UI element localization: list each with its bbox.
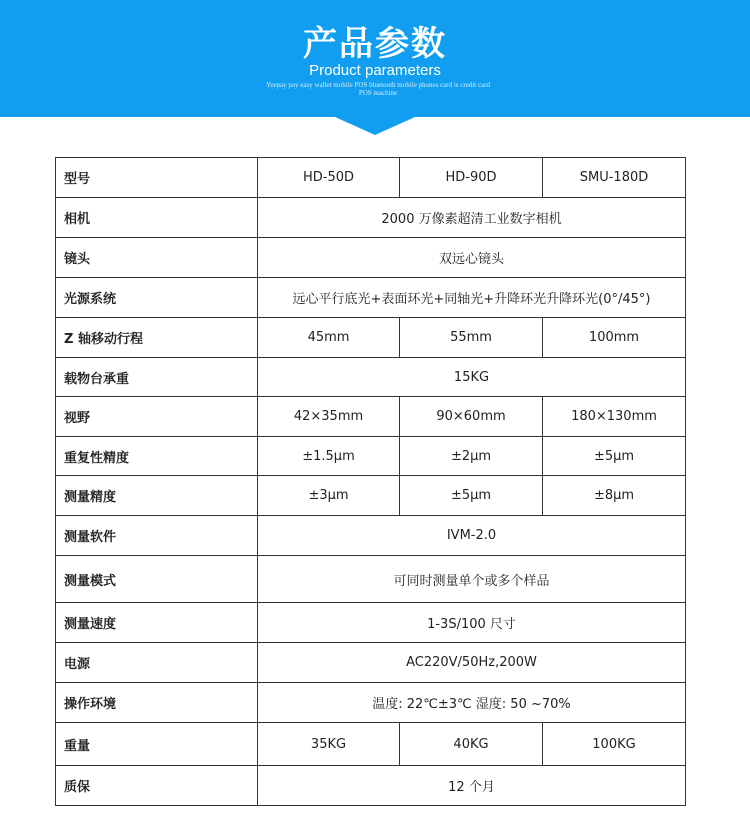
page-subtitle: Product parameters (309, 62, 441, 79)
row-label: 光源系统 (56, 278, 258, 318)
row-label: 相机 (56, 198, 258, 238)
table-row (56, 556, 686, 603)
row-label: Z 轴移动行程 (56, 318, 258, 358)
table-row (56, 318, 686, 358)
row-value: ±2μm (400, 437, 543, 476)
table-row (56, 603, 686, 643)
row-value: 双远心镜头 (258, 238, 686, 278)
row-label: 重复性精度 (56, 437, 258, 476)
header-tagline: Yeepay pay easy wallet mobile POS bluetooth mobile phones card is credit card POS machine (265, 81, 490, 97)
row-value: 90×60mm (400, 397, 543, 437)
row-value: 12 个月 (258, 766, 686, 806)
row-value: 42×35mm (258, 397, 400, 437)
row-value: 55mm (400, 318, 543, 358)
spec-table (55, 157, 686, 806)
table-row (56, 643, 686, 683)
row-label: 电源 (56, 643, 258, 683)
row-value: ±3μm (258, 476, 400, 516)
row-value: HD-50D (258, 158, 400, 198)
page-title: 产品参数 (303, 24, 447, 64)
row-label: 测量速度 (56, 603, 258, 643)
row-label: 操作环境 (56, 683, 258, 723)
row-value: HD-90D (400, 158, 543, 198)
table-row (56, 437, 686, 476)
table-row (56, 723, 686, 766)
row-value: ±5μm (400, 476, 543, 516)
row-value: 1-3S/100 尺寸 (258, 603, 686, 643)
table-row (56, 158, 686, 198)
table-row (56, 516, 686, 556)
table-row (56, 476, 686, 516)
row-value: 180×130mm (543, 397, 686, 437)
row-value: 2000 万像素超清工业数字相机 (258, 198, 686, 238)
row-value: IVM-2.0 (258, 516, 686, 556)
table-row (56, 358, 686, 397)
table-row (56, 397, 686, 437)
banner-notch (335, 117, 415, 135)
table-row (56, 278, 686, 318)
row-label: 质保 (56, 766, 258, 806)
row-label: 测量软件 (56, 516, 258, 556)
row-value: 45mm (258, 318, 400, 358)
row-label: 测量精度 (56, 476, 258, 516)
row-value: SMU-180D (543, 158, 686, 198)
row-label: 测量模式 (56, 556, 258, 603)
row-value: ±1.5μm (258, 437, 400, 476)
row-value: 100mm (543, 318, 686, 358)
header-banner (0, 0, 750, 117)
row-value: 35KG (258, 723, 400, 766)
row-label: 型号 (56, 158, 258, 198)
row-label: 重量 (56, 723, 258, 766)
table-row (56, 766, 686, 806)
row-value: 40KG (400, 723, 543, 766)
row-label: 视野 (56, 397, 258, 437)
row-value: 可同时测量单个或多个样品 (258, 556, 686, 603)
table-row (56, 198, 686, 238)
row-value: ±8μm (543, 476, 686, 516)
row-value: 15KG (258, 358, 686, 397)
row-label: 镜头 (56, 238, 258, 278)
row-value: 温度: 22℃±3℃ 湿度: 50 ~70% (258, 683, 686, 723)
row-label: 载物台承重 (56, 358, 258, 397)
row-value: ±5μm (543, 437, 686, 476)
row-value: 100KG (543, 723, 686, 766)
table-row (56, 683, 686, 723)
table-row (56, 238, 686, 278)
row-value: 远心平行底光+表面环光+同轴光+升降环光升降环光(0°/45°) (258, 278, 686, 318)
row-value: AC220V/50Hz,200W (258, 643, 686, 683)
